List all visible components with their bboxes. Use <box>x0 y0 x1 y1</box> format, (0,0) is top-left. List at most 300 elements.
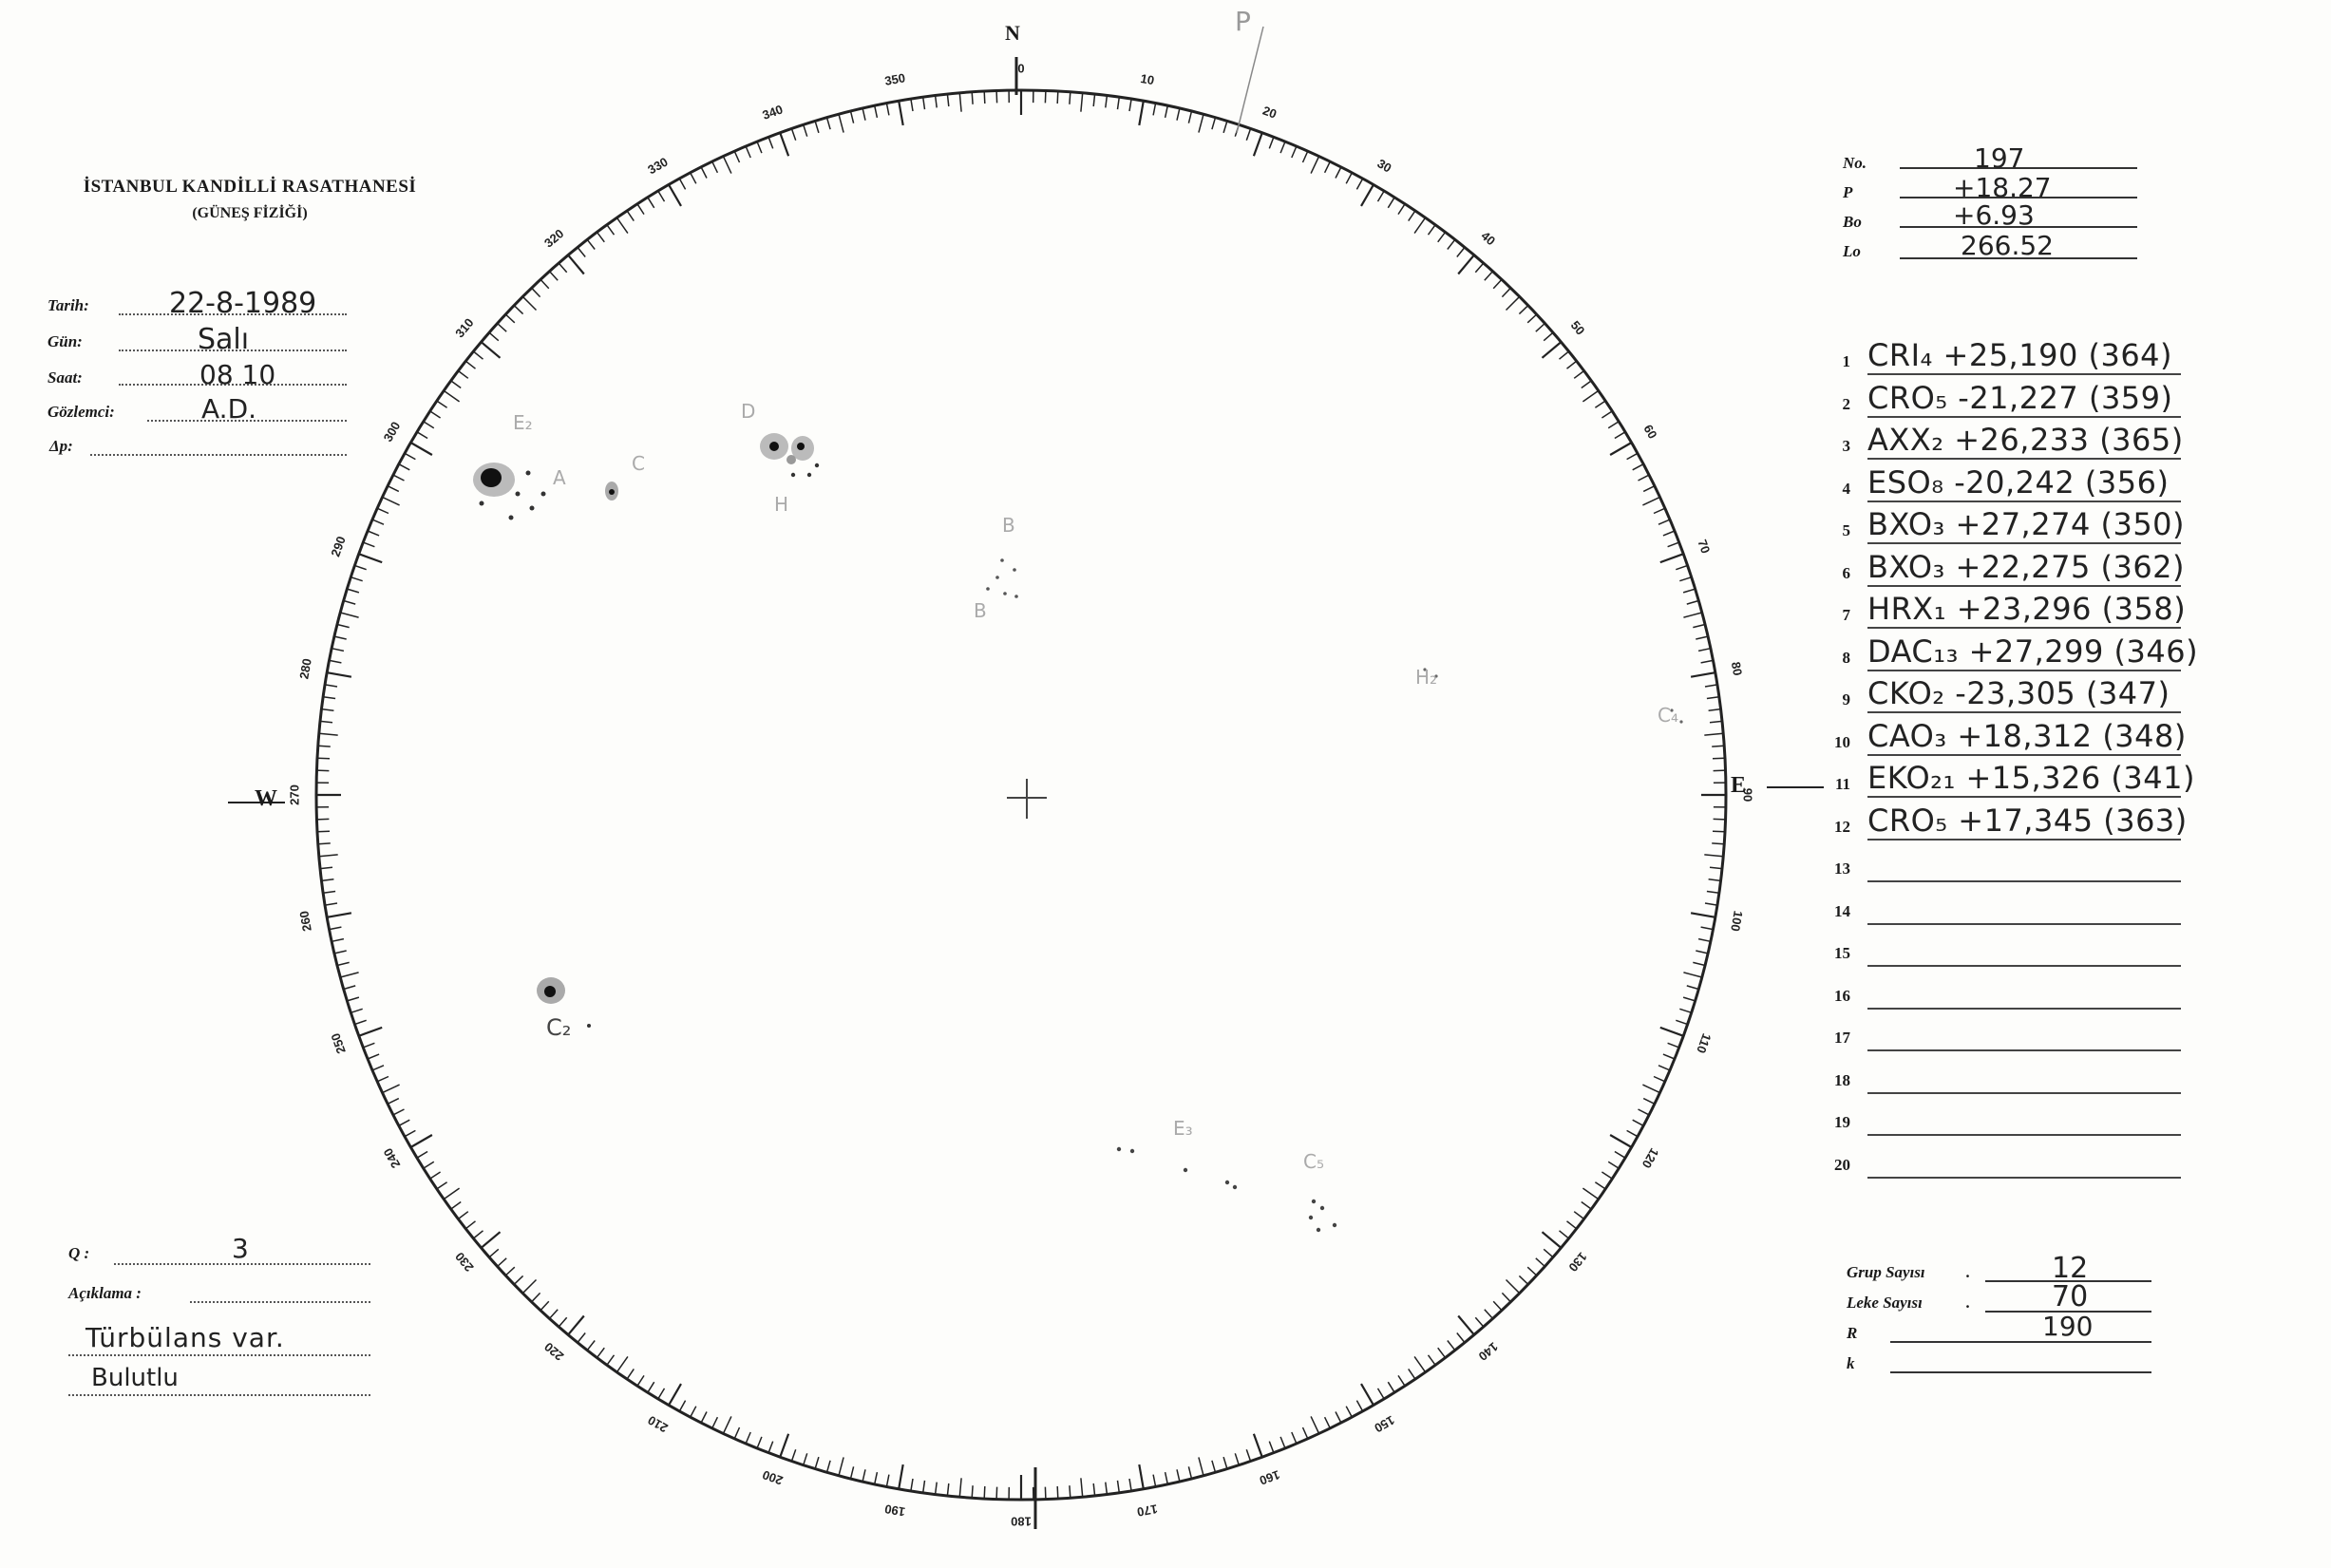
degree-tick <box>1709 709 1721 711</box>
degree-tick <box>372 1066 384 1070</box>
degree-tick <box>550 1310 559 1319</box>
group-row-line <box>1867 670 2181 671</box>
group-row-line <box>1867 965 2181 967</box>
degree-tick <box>1118 97 1120 109</box>
degree-tick <box>1676 1020 1687 1024</box>
degree-label: 190 <box>883 1502 907 1520</box>
group-row-value: CRO₅ +17,345 (363) <box>1867 802 2188 839</box>
degree-tick <box>317 770 330 771</box>
degree-tick <box>1660 1028 1684 1036</box>
degree-tick <box>550 272 559 281</box>
degree-tick <box>1336 167 1341 179</box>
degree-tick <box>1691 913 1715 917</box>
degree-tick <box>325 685 337 687</box>
degree-tick <box>1527 314 1537 323</box>
observer-value: A.D. <box>201 393 257 425</box>
degree-tick <box>1519 306 1527 314</box>
degree-tick <box>996 1487 997 1500</box>
degree-tick <box>1280 142 1285 153</box>
degree-tick <box>424 422 434 428</box>
degree-tick <box>1642 497 1659 505</box>
sunspot-umbra <box>797 443 805 450</box>
degree-tick <box>959 1478 961 1497</box>
degree-tick <box>1346 173 1352 183</box>
group-row-value: EKO₂₁ +15,326 (341) <box>1867 760 2195 796</box>
north-mark: N <box>1005 21 1020 45</box>
degree-tick <box>327 913 351 917</box>
degree-tick <box>597 232 605 241</box>
degree-label: 140 <box>1475 1339 1501 1364</box>
degree-tick <box>1070 92 1071 104</box>
sunspot-dot <box>986 587 990 591</box>
group-row-number: 11 <box>1834 775 1850 793</box>
group-row <box>1824 1015 2204 1057</box>
degree-tick <box>1693 962 1705 965</box>
degree-tick <box>1429 1355 1436 1366</box>
degree-tick <box>317 758 330 759</box>
degree-tick <box>1188 1466 1191 1479</box>
sunspot-dot <box>1003 592 1007 595</box>
degree-tick <box>340 613 358 617</box>
degree-tick <box>1070 1485 1071 1498</box>
group-row-line <box>1867 880 2181 882</box>
degree-tick <box>712 161 718 173</box>
degree-tick <box>911 99 913 111</box>
degree-tick <box>482 342 501 358</box>
degree-tick <box>851 1466 854 1479</box>
degree-tick <box>1414 1356 1426 1371</box>
spot-count-label: Leke Sayısı <box>1847 1294 1923 1312</box>
degree-label: 10 <box>1139 70 1156 88</box>
group-row <box>1824 889 2204 931</box>
degree-tick <box>1081 93 1083 112</box>
degree-tick <box>1457 247 1465 256</box>
degree-tick <box>1582 390 1598 402</box>
degree-tick <box>340 973 358 977</box>
degree-tick <box>1429 225 1436 236</box>
degree-tick <box>734 1427 739 1439</box>
degree-tick <box>424 1162 434 1168</box>
group-row-number: 2 <box>1842 394 1850 413</box>
group-row-value: BXO₃ +22,275 (362) <box>1867 548 2186 585</box>
degree-tick <box>334 636 347 639</box>
group-row <box>1824 1058 2204 1100</box>
degree-tick <box>1438 1348 1446 1357</box>
degree-tick <box>458 1212 467 1219</box>
degree-tick <box>1707 697 1719 699</box>
degree-tick <box>347 589 359 593</box>
degree-tick <box>1129 1479 1131 1491</box>
degree-tick <box>334 951 347 954</box>
degree-tick <box>388 1099 399 1105</box>
degree-label: 180 <box>1011 1514 1032 1529</box>
date-label: Tarih: <box>47 296 89 314</box>
group-row <box>1824 463 2204 508</box>
group-row <box>1824 548 2204 593</box>
group-row-line <box>1867 1177 2181 1179</box>
degree-tick <box>1356 1401 1362 1411</box>
group-count-value: 12 <box>2052 1252 2089 1285</box>
degree-tick <box>1303 1427 1308 1439</box>
spot-group-label: C₅ <box>1303 1150 1324 1173</box>
r-label: R <box>1847 1324 1858 1342</box>
degree-tick <box>791 1449 795 1461</box>
degree-tick <box>399 1120 409 1125</box>
group-row-line <box>1867 711 2181 713</box>
degree-tick <box>332 939 344 942</box>
degree-tick <box>430 1172 441 1179</box>
degree-tick <box>1698 939 1711 942</box>
degree-tick <box>451 381 462 388</box>
degree-tick <box>430 411 441 418</box>
degree-label: 220 <box>541 1339 567 1364</box>
degree-tick <box>1378 191 1385 201</box>
degree-tick <box>723 1416 731 1433</box>
group-row-number: 17 <box>1834 1029 1850 1047</box>
group-row-number: 3 <box>1842 437 1850 455</box>
degree-tick <box>1223 1457 1227 1469</box>
group-row-value: BXO₃ +27,274 (350) <box>1867 506 2186 542</box>
degree-tick <box>1707 892 1719 894</box>
sunspot-umbra <box>544 986 556 997</box>
sunspot-dot <box>995 576 999 579</box>
group-row-number: 15 <box>1834 944 1850 962</box>
degree-tick <box>1485 1310 1493 1319</box>
degree-tick <box>1663 1054 1675 1059</box>
q-value: 3 <box>232 1233 249 1264</box>
degree-tick <box>317 831 330 832</box>
spot-group-label: E₂ <box>513 411 533 434</box>
degree-tick <box>1457 1333 1465 1343</box>
degree-tick <box>1398 1375 1405 1386</box>
degree-tick <box>532 1293 540 1301</box>
degree-tick <box>959 93 961 112</box>
group-row-number: 12 <box>1834 817 1850 836</box>
degree-tick <box>377 508 388 513</box>
degree-tick <box>505 314 515 323</box>
degree-tick <box>568 255 584 274</box>
group-row-number: 16 <box>1834 986 1850 1005</box>
degree-tick <box>875 105 878 118</box>
group-row <box>1824 593 2204 634</box>
degree-tick <box>372 520 384 524</box>
group-row <box>1824 508 2204 550</box>
r-line <box>1890 1341 2151 1343</box>
spot-group-label: A <box>553 466 566 489</box>
degree-tick <box>354 1020 366 1024</box>
degree-tick <box>410 443 432 455</box>
degree-tick <box>1663 531 1675 536</box>
degree-tick <box>1698 649 1711 652</box>
degree-tick <box>616 217 628 233</box>
degree-tick <box>1223 121 1227 132</box>
degree-tick <box>1710 721 1722 722</box>
degree-tick <box>351 1009 362 1012</box>
degree-tick <box>1639 475 1650 481</box>
degree-tick <box>1679 577 1691 581</box>
degree-tick <box>1177 108 1180 121</box>
group-row <box>1824 762 2204 803</box>
degree-tick <box>1129 99 1131 111</box>
group-row-line <box>1867 542 2181 544</box>
degree-tick <box>1668 1043 1679 1048</box>
degree-tick <box>1199 1457 1203 1475</box>
degree-tick <box>1543 342 1562 358</box>
degree-tick <box>815 121 819 132</box>
degree-tick <box>1254 1434 1262 1458</box>
degree-tick <box>1704 733 1723 735</box>
degree-tick <box>1642 1085 1659 1093</box>
spot-group-label: D <box>741 400 756 423</box>
degree-tick <box>827 1461 831 1473</box>
degree-tick <box>322 879 334 881</box>
sunspot-dot <box>807 473 811 477</box>
degree-tick <box>368 531 379 536</box>
spot-group-label: H <box>774 493 789 516</box>
degree-tick <box>1458 1316 1474 1335</box>
p-angle-mark: P <box>1235 6 1251 37</box>
degree-tick <box>1704 855 1723 857</box>
degree-tick <box>473 1231 483 1238</box>
degree-tick <box>1544 1249 1553 1257</box>
degree-label: 110 <box>1694 1031 1715 1056</box>
center-cross <box>1007 779 1047 819</box>
degree-tick <box>482 1232 501 1248</box>
degree-tick <box>1438 232 1446 241</box>
degree-tick <box>1683 973 1701 977</box>
sunspot-dot <box>1233 1185 1237 1189</box>
degree-tick <box>669 1384 681 1406</box>
degree-tick <box>320 867 332 868</box>
group-row <box>1824 931 2204 973</box>
degree-tick <box>627 1369 634 1379</box>
degree-tick <box>972 92 973 104</box>
degree-tick <box>559 1317 567 1327</box>
sunspot-dot <box>791 473 795 477</box>
degree-label: 60 <box>1640 422 1660 442</box>
degree-tick <box>780 133 788 157</box>
degree-tick <box>1701 927 1714 930</box>
k-label: k <box>1847 1354 1855 1372</box>
group-row-number: 6 <box>1842 563 1850 582</box>
degree-tick <box>1696 951 1708 954</box>
degree-tick <box>1311 157 1319 174</box>
degree-tick <box>791 128 795 140</box>
degree-tick <box>1679 1009 1691 1012</box>
degree-tick <box>1683 997 1696 1001</box>
degree-tick <box>1668 542 1679 547</box>
degree-tick <box>1527 1267 1537 1275</box>
degree-tick <box>911 1479 913 1491</box>
degree-label: 350 <box>883 70 907 88</box>
group-row-value: CKO₂ -23,305 (347) <box>1867 675 2170 711</box>
degree-tick <box>465 361 475 368</box>
sunspot-dot <box>1225 1181 1229 1184</box>
sunspot-dot <box>541 492 546 497</box>
degree-tick <box>1448 239 1455 249</box>
degree-tick <box>1654 508 1665 513</box>
degree-label: 330 <box>645 154 671 178</box>
group-row-number: 14 <box>1834 901 1850 920</box>
sunspot-dot <box>1000 558 1004 562</box>
degree-tick <box>923 1481 925 1493</box>
degree-tick <box>522 1280 536 1294</box>
degree-tick <box>1212 1461 1216 1473</box>
degree-tick <box>607 1355 615 1366</box>
degree-tick <box>319 733 338 735</box>
degree-tick <box>1567 361 1577 368</box>
degree-tick <box>1414 217 1426 233</box>
degree-tick <box>351 577 362 581</box>
degree-tick <box>648 198 654 208</box>
degree-tick <box>437 1182 447 1189</box>
degree-label: 40 <box>1478 228 1499 249</box>
degree-label: 50 <box>1567 317 1588 338</box>
division-title: (GÜNEŞ FİZİĞİ) <box>192 205 308 221</box>
degree-tick <box>1378 1389 1385 1399</box>
degree-tick <box>337 962 350 965</box>
degree-tick <box>1448 1341 1455 1351</box>
degree-tick <box>540 279 549 289</box>
group-row-line <box>1867 416 2181 418</box>
degree-tick <box>473 351 483 359</box>
degree-tick <box>1346 1407 1352 1417</box>
degree-tick <box>1325 161 1331 173</box>
degree-tick <box>1388 1382 1394 1392</box>
degree-tick <box>1601 1172 1612 1179</box>
degree-label: 90 <box>1740 787 1755 803</box>
east-mark: E <box>1731 773 1747 798</box>
degree-tick <box>1567 1221 1577 1229</box>
degree-tick <box>768 137 773 148</box>
degree-tick <box>1269 1442 1274 1453</box>
degree-tick <box>323 892 335 894</box>
degree-tick <box>393 475 405 481</box>
degree-tick <box>1643 1099 1655 1105</box>
degree-tick <box>1615 1152 1625 1159</box>
day-value: Salı <box>198 323 250 356</box>
group-row-line <box>1867 923 2181 925</box>
degree-tick <box>1582 381 1592 388</box>
degree-tick <box>936 96 938 108</box>
comment-text-2: Bulutlu <box>91 1364 179 1392</box>
group-row-value: AXX₂ +26,233 (365) <box>1867 422 2184 458</box>
degree-tick <box>1166 1472 1168 1484</box>
degree-label: 300 <box>380 419 404 444</box>
degree-tick <box>1045 91 1046 104</box>
degree-tick <box>1409 1369 1415 1379</box>
degree-label: 230 <box>452 1249 477 1275</box>
degree-tick <box>746 1432 750 1444</box>
degree-tick <box>368 1054 379 1059</box>
comment-line-0 <box>190 1301 370 1303</box>
degree-tick <box>1701 660 1714 663</box>
spot-group-label: B <box>1002 514 1015 537</box>
sunspot-dot <box>530 506 535 511</box>
degree-tick <box>1595 401 1605 407</box>
r-value: 190 <box>2042 1311 2094 1342</box>
degree-tick <box>514 1275 522 1284</box>
degree-tick <box>320 721 332 722</box>
degree-tick <box>444 390 459 402</box>
degree-tick <box>1166 105 1168 118</box>
degree-label: 130 <box>1565 1249 1590 1275</box>
degree-label: 210 <box>645 1412 671 1436</box>
degree-tick <box>505 1267 515 1275</box>
degree-tick <box>1458 255 1474 274</box>
sunspot-umbra <box>609 489 615 495</box>
sunspot-dot <box>516 492 521 497</box>
degree-tick <box>444 1188 459 1200</box>
sunspot-dot <box>1130 1149 1134 1153</box>
group-row-line <box>1867 585 2181 587</box>
lo-value: 266.52 <box>1961 230 2054 261</box>
comment-text-1: Türbülans var. <box>85 1322 285 1353</box>
sunspot-dot <box>1679 720 1682 723</box>
sunspot-dot <box>1317 1228 1320 1232</box>
group-count-label: Grup Sayısı <box>1847 1263 1925 1281</box>
p-label: P <box>1843 183 1853 201</box>
degree-tick <box>410 1135 432 1147</box>
degree-tick <box>1139 101 1144 125</box>
degree-label: 270 <box>287 784 302 805</box>
sunspot-dot <box>1312 1200 1316 1203</box>
degree-tick <box>701 167 707 179</box>
degree-tick <box>363 1043 374 1048</box>
lo-label: Lo <box>1843 242 1861 260</box>
degree-tick <box>359 554 383 562</box>
degree-label: 30 <box>1374 156 1394 176</box>
comment-line-2 <box>68 1394 370 1396</box>
degree-tick <box>627 211 634 221</box>
degree-tick <box>325 903 337 905</box>
group-row <box>1824 635 2204 677</box>
degree-tick <box>587 239 595 249</box>
degree-label: 240 <box>380 1145 404 1171</box>
degree-tick <box>1633 464 1643 470</box>
group-row-line <box>1867 1049 2181 1051</box>
degree-tick <box>1654 1077 1665 1082</box>
degree-tick <box>332 649 344 652</box>
degree-tick <box>658 191 665 201</box>
degree-tick <box>522 296 536 310</box>
group-row <box>1824 804 2204 846</box>
dp-line <box>90 454 347 456</box>
degree-tick <box>757 142 762 153</box>
degree-tick <box>1705 685 1717 687</box>
sunspot-dot <box>509 516 514 520</box>
degree-label: 0 <box>1017 61 1025 76</box>
degree-tick <box>1536 324 1545 332</box>
degree-label: 260 <box>296 909 314 933</box>
comment-label: Açıklama : <box>68 1284 142 1302</box>
degree-tick <box>923 97 925 109</box>
degree-labels <box>287 61 1754 1528</box>
degree-tick <box>587 1341 595 1351</box>
degree-tick <box>1595 1182 1605 1189</box>
degree-tick <box>1106 1483 1108 1495</box>
degree-tick <box>1574 371 1583 379</box>
degree-tick <box>1188 111 1191 123</box>
degree-tick <box>679 179 685 189</box>
degree-tick <box>559 263 567 273</box>
group-row-number: 7 <box>1842 606 1850 624</box>
degree-label: 310 <box>452 315 477 341</box>
degree-tick <box>489 1249 499 1257</box>
bo-value: +6.93 <box>1953 199 2035 231</box>
group-row-value: HRX₁ +23,296 (358) <box>1867 591 2187 627</box>
degree-tick <box>1057 1486 1058 1499</box>
